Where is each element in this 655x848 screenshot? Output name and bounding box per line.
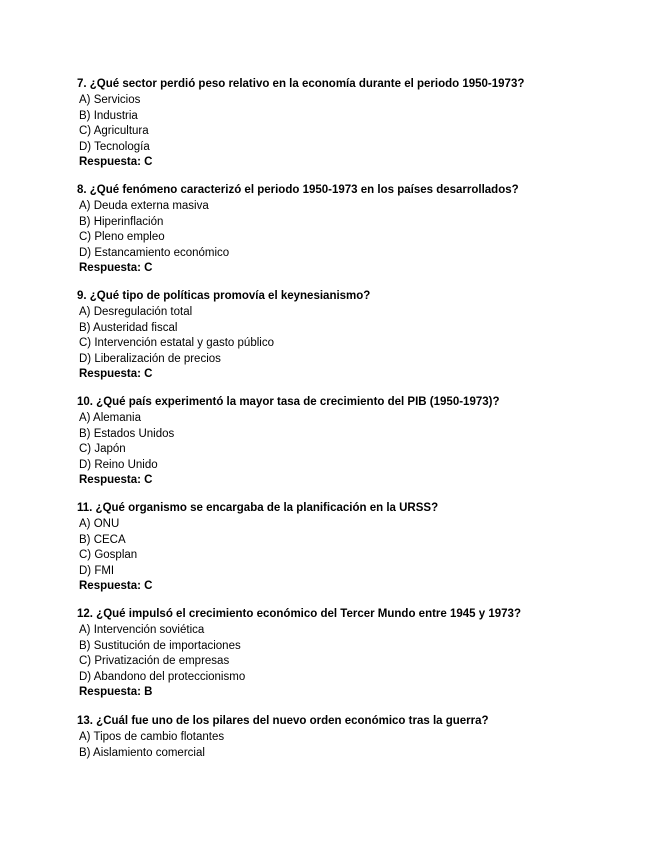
option-b: B) Hiperinflación — [79, 215, 164, 228]
option-a: A) Deuda externa masiva — [79, 200, 209, 212]
question-title: 8. ¿Qué fenómeno caracterizó el periodo 1950-1973 en los países desarrollados? — [77, 184, 519, 196]
question-title: 10. ¿Qué país experimentó la mayor tasa de crecimiento del PIB (1950-1973)? — [77, 396, 500, 408]
option-d: D) Tecnología — [79, 140, 150, 153]
question-12 — [77, 607, 637, 701]
question-title: 12. ¿Qué impulsó el crecimiento económico del Tercer Mundo entre 1945 y 1973? — [77, 608, 521, 620]
option-d: D) Estancamiento económico — [79, 246, 230, 259]
option-a: A) Desregulación total — [79, 306, 193, 318]
option-a: A) Servicios — [79, 94, 141, 106]
option-b: B) Industria — [79, 109, 138, 122]
answer: Respuesta: C — [79, 156, 153, 168]
option-d: D) Abandono del proteccionismo — [79, 670, 246, 683]
question-title: 13. ¿Cuál fue uno de los pilares del nuevo orden económico tras la guerra? — [77, 715, 489, 727]
option-c: C) Japón — [79, 443, 126, 455]
question-10 — [77, 395, 637, 489]
option-b: B) Aislamiento comercial — [79, 746, 205, 759]
option-a: A) Alemania — [79, 412, 142, 424]
option-b: B) Estados Unidos — [79, 427, 175, 440]
option-b: B) Austeridad fiscal — [79, 321, 178, 334]
answer: Respuesta: B — [79, 686, 153, 698]
option-c: C) Privatización de empresas — [79, 655, 230, 667]
option-b: B) Sustitución de importaciones — [79, 639, 241, 652]
option-c: C) Gosplan — [79, 549, 138, 561]
option-d: D) FMI — [79, 564, 115, 577]
answer: Respuesta: C — [79, 262, 153, 274]
answer: Respuesta: C — [79, 368, 153, 380]
option-c: C) Pleno empleo — [79, 231, 165, 243]
option-a: A) Intervención soviética — [79, 624, 205, 636]
question-13 — [77, 714, 637, 761]
option-a: A) ONU — [79, 518, 120, 530]
option-c: C) Intervención estatal y gasto público — [79, 337, 274, 349]
question-title: 9. ¿Qué tipo de políticas promovía el keynesianismo? — [77, 290, 371, 302]
answer: Respuesta: C — [79, 474, 153, 486]
question-title: 11. ¿Qué organismo se encargaba de la planificación en la URSS? — [77, 502, 439, 514]
option-d: D) Liberalización de precios — [79, 352, 221, 365]
question-11 — [77, 501, 637, 595]
question-8 — [77, 183, 637, 277]
question-7 — [77, 77, 637, 171]
option-b: B) CECA — [79, 533, 126, 546]
question-9 — [77, 289, 637, 383]
question-title: 7. ¿Qué sector perdió peso relativo en la economía durante el periodo 1950-1973? — [77, 78, 525, 90]
option-c: C) Agricultura — [79, 125, 149, 137]
answer: Respuesta: C — [79, 580, 153, 592]
option-a: A) Tipos de cambio flotantes — [79, 731, 225, 743]
option-d: D) Reino Unido — [79, 458, 158, 471]
